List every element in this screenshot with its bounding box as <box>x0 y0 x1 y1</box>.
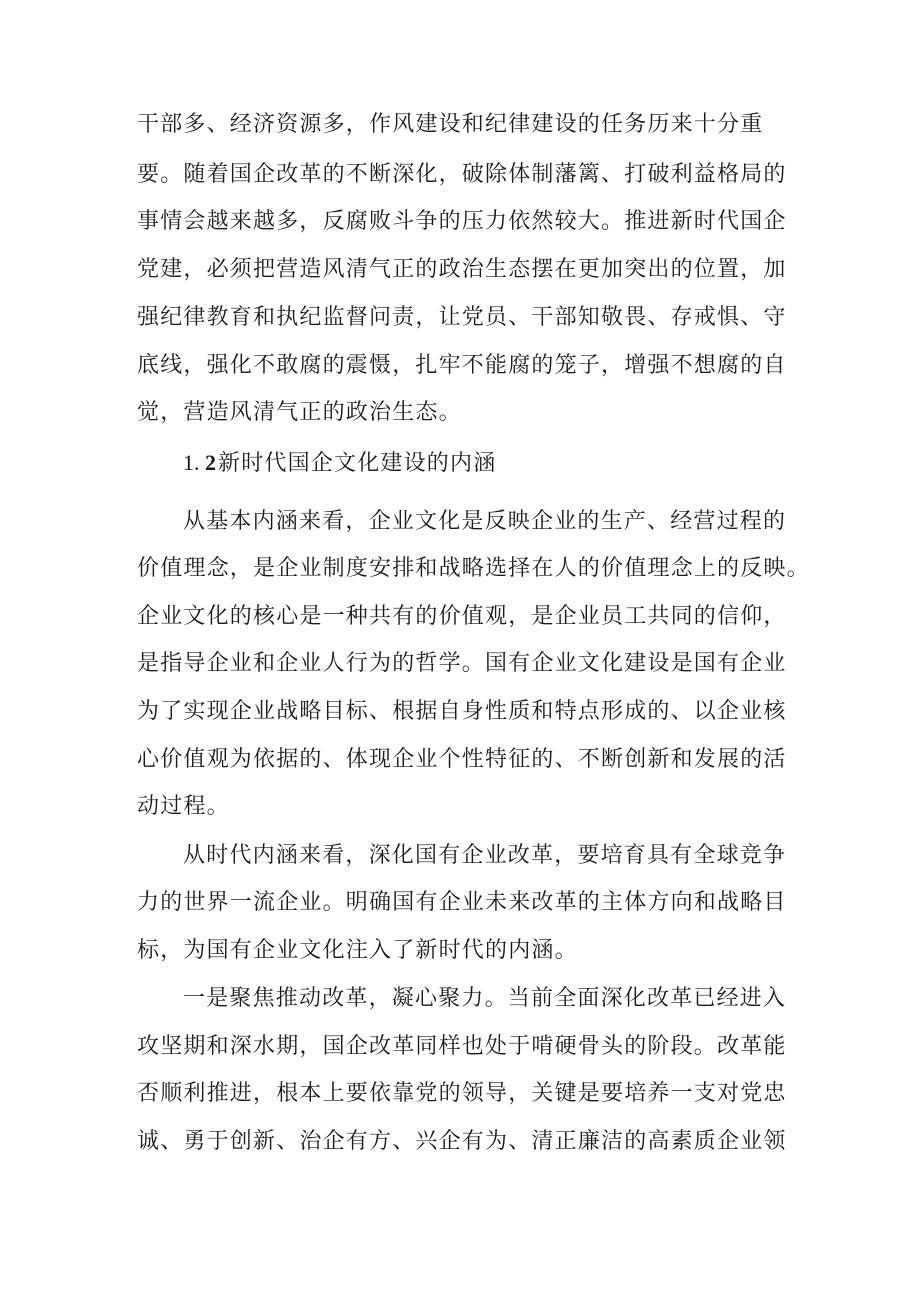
body-line: 诚、勇于创新、治企有方、兴企有为、清正廉洁的高素质企业领 <box>137 1129 787 1154</box>
body-line: 价值理念，是企业制度安排和战略选择在人的价值理念上的反映。 <box>137 556 810 581</box>
body-line: 是指导企业和企业人行为的哲学。国有企业文化建设是国有企业 <box>137 651 787 676</box>
section-title: 新时代国企文化建设的内涵 <box>218 451 497 476</box>
body-line: 干部多、经济资源多，作风建设和纪律建设的任务历来十分重 <box>137 112 764 137</box>
section-number: 1. 2 <box>183 450 216 475</box>
body-line: 觉，营造风清气正的政治生态。 <box>137 400 462 425</box>
body-line: 党建，必须把营造风清气正的政治生态摆在更加突出的位置，加 <box>137 257 787 282</box>
section-heading <box>183 451 496 476</box>
body-line: 从基本内涵来看，企业文化是反映企业的生产、经营过程的 <box>183 509 787 534</box>
body-line: 强纪律教育和执纪监督问责，让党员、干部知敬畏、存戒惧、守 <box>137 305 787 330</box>
body-line: 要。随着国企改革的不断深化，破除体制藩篱、打破利益格局的 <box>137 162 787 187</box>
body-line: 为了实现企业战略目标、根据自身性质和特点形成的、以企业核 <box>137 699 787 724</box>
body-line: 攻坚期和深水期，国企改革同样也处于啃硬骨头的阶段。改革能 <box>137 1034 787 1059</box>
body-line: 一是聚焦推动改革，凝心聚力。当前全面深化改革已经进入 <box>183 986 787 1011</box>
body-line: 心价值观为依据的、体现企业个性特征的、不断创新和发展的活 <box>137 747 787 772</box>
body-line: 事情会越来越多，反腐败斗争的压力依然较大。推进新时代国企 <box>137 209 787 234</box>
body-line: 标，为国有企业文化注入了新时代的内涵。 <box>137 938 578 963</box>
body-line: 动过程。 <box>137 794 230 819</box>
body-line: 力的世界一流企业。明确国有企业未来改革的主体方向和战略目 <box>137 890 787 915</box>
body-line: 否顺利推进，根本上要依靠党的领导，关键是要培养一支对党忠 <box>137 1081 787 1106</box>
body-line: 企业文化的核心是一种共有的价值观，是企业员工共同的信仰， <box>137 604 787 629</box>
body-line: 底线，强化不敢腐的震慑，扎牢不能腐的笼子，增强不想腐的自 <box>137 353 787 378</box>
body-line: 从时代内涵来看，深化国有企业改革，要培育具有全球竞争 <box>183 843 787 868</box>
